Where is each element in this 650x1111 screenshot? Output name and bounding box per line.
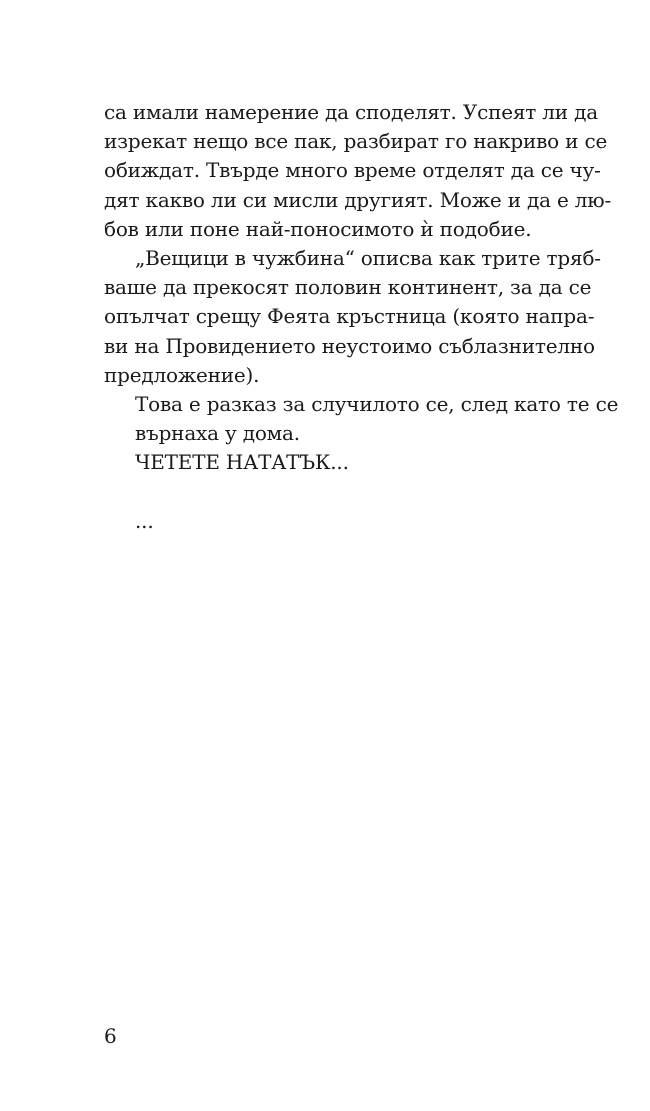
text-line: ви на Провидението неустоимо съблазнително: [104, 333, 595, 358]
blank-line: [104, 477, 554, 506]
text-line: дят какво ли си мисли другият. Може и да е лю-: [104, 187, 612, 212]
text-line: обиждат. Твърде много време отделят да се чу-: [104, 158, 601, 183]
paragraph-start-line: „Вещици в чужбина“ описва как трите тряб-: [135, 245, 601, 270]
text-line: бов или поне най-поносимото ѝ подобие.: [104, 216, 532, 241]
text-line: изрекат нещо все пак, разбират го накриво и се: [104, 129, 608, 154]
text-line: са имали намерение да споделят. Успеят ли да: [104, 100, 598, 124]
ellipsis-line: ...: [135, 508, 154, 533]
text-line: ваше да прекосят половин континент, за да се: [104, 275, 592, 300]
text-line: върнаха у дома.: [135, 421, 300, 446]
text-line: предложение).: [104, 362, 260, 387]
body-text: [104, 98, 619, 536]
text-line: опълчат срещу Феята кръстница (която напра-: [104, 304, 595, 329]
paragraph-start-line: Това е разказ за случилото се, след като те се: [135, 391, 619, 416]
read-on-line: ЧЕТЕТЕ НАТАТЪК...: [135, 450, 349, 475]
page-number: 6: [104, 1024, 117, 1048]
